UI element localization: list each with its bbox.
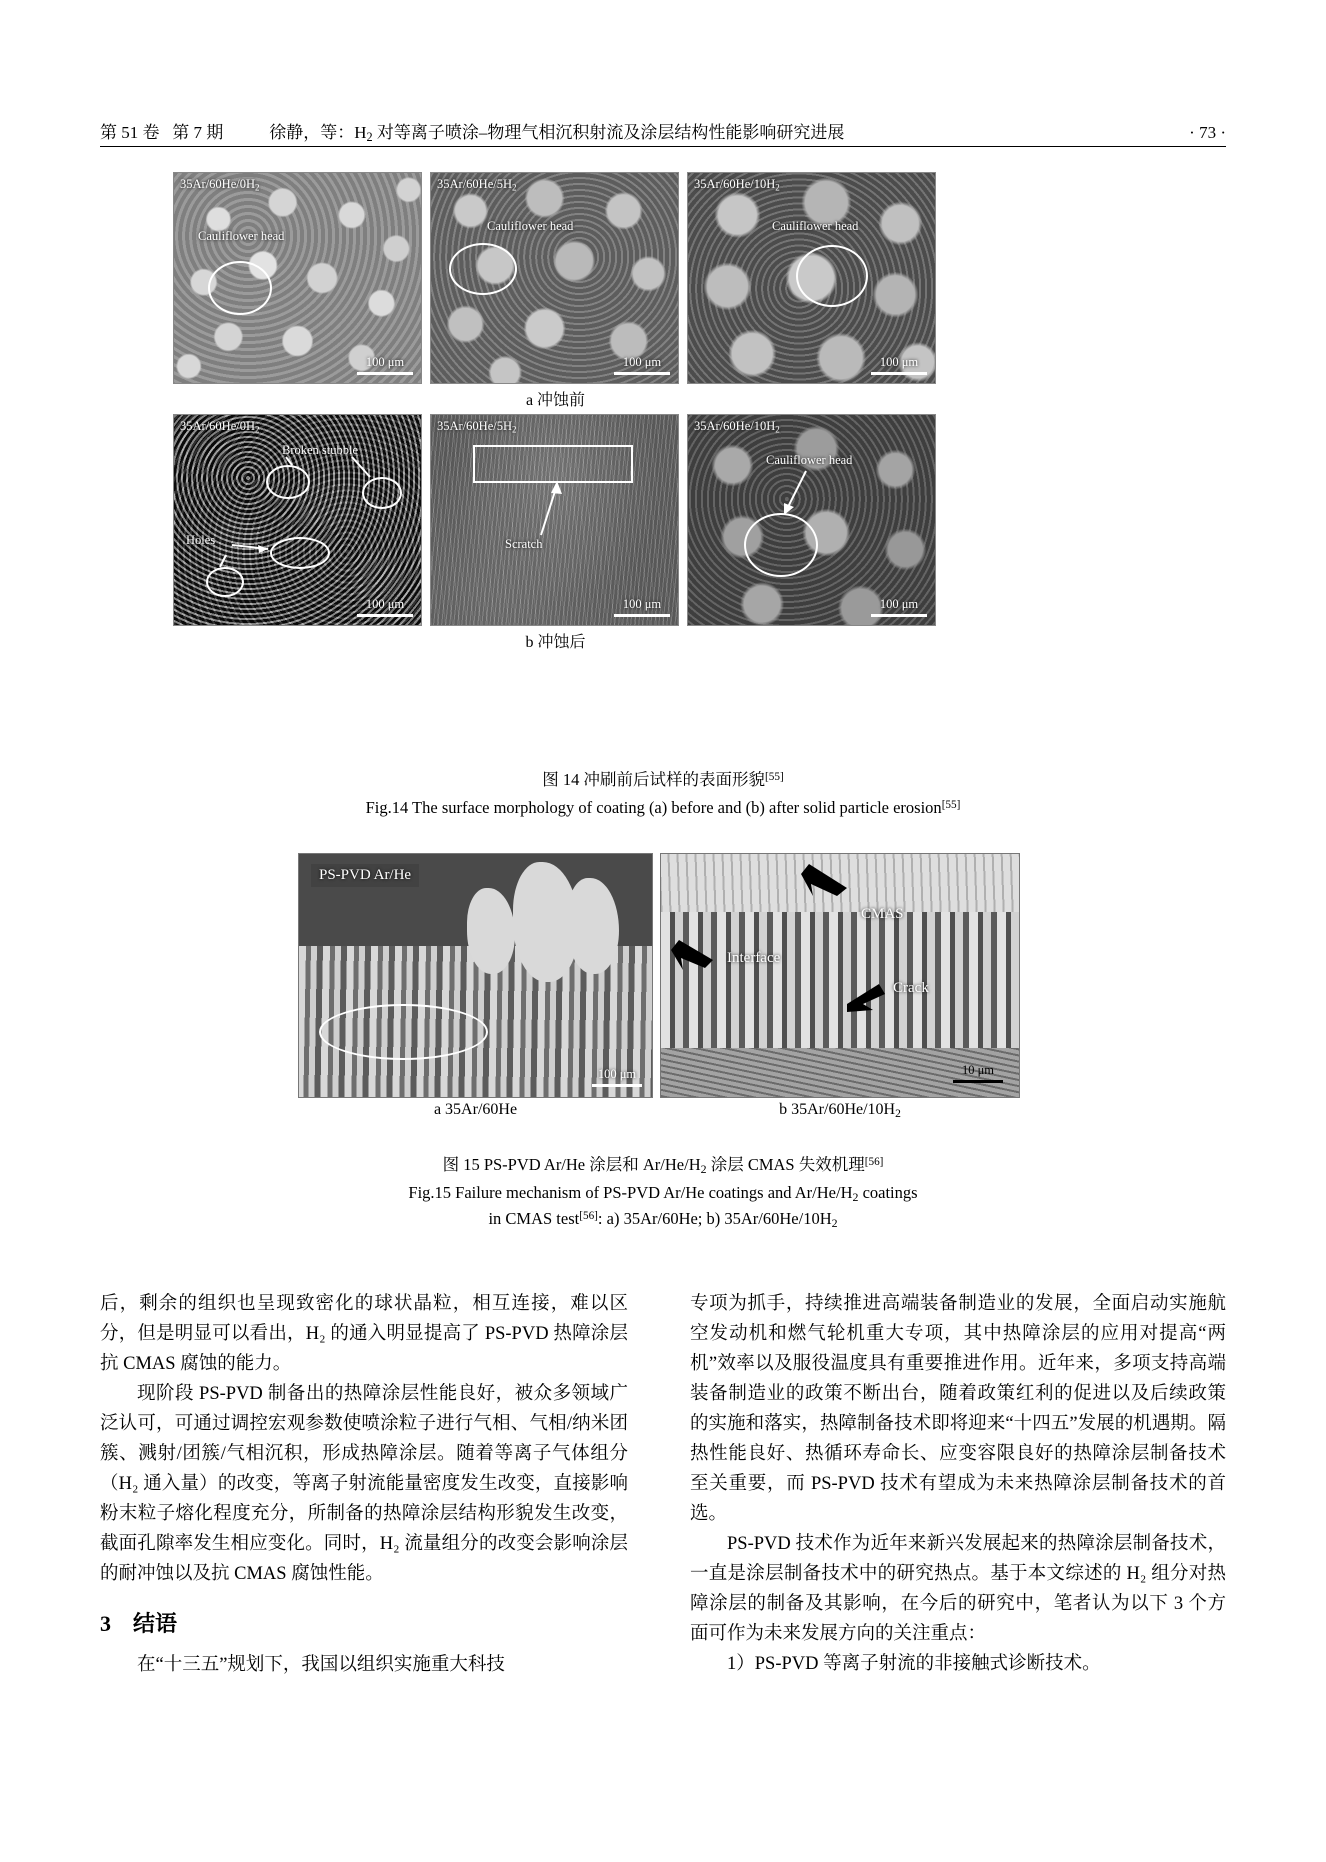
section-number: 3 xyxy=(100,1610,111,1636)
panel-label: $35Ar/60He/10H_2$ xyxy=(694,177,780,193)
interface-label: Interface xyxy=(727,950,781,966)
running-head xyxy=(100,118,1226,145)
figure-14 xyxy=(173,172,938,652)
scale-bar-line xyxy=(871,372,927,375)
micrograph-panel xyxy=(430,414,679,626)
panel-label: $35Ar/60He/5H_2$ xyxy=(437,177,517,193)
scale-bar-line xyxy=(357,614,413,617)
panel-annotation: Cauliflower head xyxy=(766,453,853,467)
scale-bar-line xyxy=(614,614,670,617)
body-column-right xyxy=(690,1290,1226,1680)
scale-bar-line xyxy=(357,372,413,375)
figure-15-caption-en-line2: in CMAS test[56]: a) 35Ar/60He; b) $35Ar/60He/10H_2$ xyxy=(488,1209,838,1230)
highlight-ellipse xyxy=(208,261,272,315)
body-column-left xyxy=(100,1290,628,1681)
scale-bar: 100 μm xyxy=(614,355,670,375)
figure-14-row-after xyxy=(173,414,938,626)
figure-15-subcaptions xyxy=(298,1098,1028,1120)
scale-bar: 100 μm xyxy=(357,597,413,617)
figure-15-subcaption-a: a 35Ar/60He xyxy=(433,1101,518,1118)
figure-15-caption-en-line1: Fig.15 Failure mechanism of PS-PVD Ar/He coatings and $Ar/He/H_2$ coatings xyxy=(408,1183,918,1204)
annotation-arrows xyxy=(661,854,1020,1098)
panel-annotation: Broken stubble xyxy=(282,443,359,457)
scale-bar: 100 μm xyxy=(871,355,927,375)
scale-bar: 100 μm xyxy=(357,355,413,375)
figure-14-row-before xyxy=(173,172,938,384)
figure-15-row xyxy=(298,853,1028,1098)
figure-15-caption-cn: 图 15 PS-PVD Ar/He 涂层和 $Ar/He/H_2$ 涂层 CMAS 失效机理[56] xyxy=(442,1155,884,1176)
panel-annotation: Cauliflower head xyxy=(772,219,859,233)
cross-section-panel-a xyxy=(298,853,653,1098)
paragraph: 现阶段 PS-PVD 制备出的热障涂层性能良好，被众多领域广泛认可，可通过调控宏观参数使喷涂粒子进行气相、气相/纳米团簇、溅射/团簇/气相沉积，形成热障涂层。随着等离子气体组分（H₂ 通入量）的改变，等离子射流能量密度发生改变，直接影响粉末粒子熔化程度充分，所制备的热障涂层结构形貌发生改变，截面孔隙率发生相应变化。同时，H₂ 流量组分的改变会影响涂层的耐冲蚀以及抗 CMAS 腐蚀性能。 xyxy=(100,1383,628,1584)
figure-14-caption-en: Fig.14 The surface morphology of coating (a) before and (b) after solid particle erosion[55] xyxy=(365,798,961,817)
scale-bar: 100 μm xyxy=(614,597,670,617)
panel-label: $35Ar/60He/10H_2$ xyxy=(694,419,780,435)
scale-bar: 100 μm xyxy=(592,1067,642,1087)
paragraph: 在“十三五”规划下，我国以组织实施重大科技 xyxy=(137,1655,505,1676)
paragraph: PS-PVD 技术作为近年来新兴发展起来的热障涂层制备技术，一直是涂层制备技术中的研究热点。基于本文综述的 H₂ 组分对热障涂层的制备及其影响，在今后的研究中，笔者认为以下 3 个方面可作为未来发展方向的关注重点： xyxy=(690,1533,1226,1644)
annotation-arrows xyxy=(688,415,936,626)
panel-annotation: Cauliflower head xyxy=(487,219,574,233)
scale-bar-line xyxy=(953,1080,1003,1083)
panel-a-label: PS-PVD Ar/He xyxy=(311,864,419,887)
figure-14-subcaption-a: a 冲蚀前 xyxy=(525,392,586,409)
highlight-ellipse xyxy=(319,1004,488,1060)
paragraph: 专项为抓手，持续推进高端装备制造业的发展，全面启动实施航空发动机和燃气轮机重大专项，其中热障涂层的应用对提高“两机”效率以及服役温度具有重要推进作用。近年来，多项支持高端装备制造业的政策不断出台，随着政策红利的促进以及后续政策的实施和落实，热障制备技术即将迎来“十四五”发展的机遇期。隔热性能良好、热循环寿命长、应变容限良好的热障涂层制备技术至关重要，而 PS-PVD 技术有望成为未来热障涂层制备技术的首选。 xyxy=(690,1294,1226,1524)
paragraph: 1）PS-PVD 等离子射流的非接触式诊断技术。 xyxy=(727,1653,1101,1674)
crack-label: Crack xyxy=(893,980,929,996)
figure-14-subcaption-b: b 冲蚀后 xyxy=(525,634,586,651)
panel-label: $35Ar/60He/0H_2$ xyxy=(180,177,260,193)
highlight-ellipse xyxy=(796,245,868,307)
cross-section-panel-b xyxy=(660,853,1020,1098)
scale-bar: 100 μm xyxy=(871,597,927,617)
section-title: 结语 xyxy=(133,1610,178,1636)
figure-15-subcaption-b: b $35Ar/60He/10H_2$ xyxy=(779,1101,901,1120)
page-number: · 73 · xyxy=(1189,123,1226,142)
figure-15 xyxy=(298,853,1028,1120)
panel-annotation: Scratch xyxy=(505,537,543,551)
paragraph: 后，剩余的组织也呈现致密化的球状晶粒，相互连接，难以区分，但是明显可以看出，H₂ 的通入明显提高了 PS-PVD 热障涂层抗 CMAS 腐蚀的能力。 xyxy=(100,1294,628,1374)
panel-annotation: Holes xyxy=(186,533,216,547)
volume-issue: 第 51 卷 第 7 期 xyxy=(100,123,224,142)
scale-bar-line xyxy=(614,372,670,375)
micrograph-panel xyxy=(687,172,936,384)
figure-14-caption-cn: 图 14 冲刷前后试样的表面形貌[55] xyxy=(542,770,784,789)
cross-section-image xyxy=(299,854,652,1097)
running-title: 徐静，等：$H_2$ 对等离子喷涂–物理气相沉积射流及涂层结构性能影响研究进展 xyxy=(269,123,845,145)
scale-bar-line xyxy=(592,1084,642,1087)
micrograph-panel xyxy=(430,172,679,384)
highlight-ellipse xyxy=(449,243,517,295)
header-divider xyxy=(100,146,1226,147)
section-heading xyxy=(100,1606,628,1642)
micrograph-panel xyxy=(173,414,422,626)
panel-label: $35Ar/60He/0H_2$ xyxy=(180,419,260,435)
cmas-label: CMAS xyxy=(861,906,904,922)
scale-bar: 10 μm xyxy=(953,1063,1003,1083)
micrograph-panel xyxy=(687,414,936,626)
panel-annotation: Cauliflower head xyxy=(198,229,285,243)
scale-bar-line xyxy=(871,614,927,617)
micrograph-panel xyxy=(173,172,422,384)
panel-label: $35Ar/60He/5H_2$ xyxy=(437,419,517,435)
annotation-arrows xyxy=(431,415,679,626)
